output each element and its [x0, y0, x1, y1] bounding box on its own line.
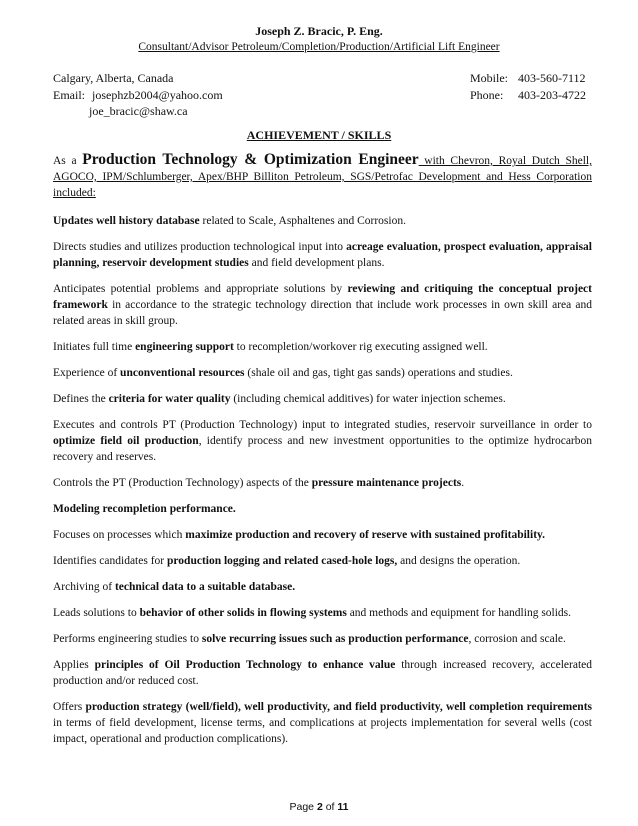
skill-text: Executes and controls PT (Production Technology) input to integrated studies, reservoir surveillance in order to — [53, 419, 592, 431]
page-number: 2 — [316, 801, 323, 813]
page-footer — [0, 801, 638, 813]
intro-prefix: As a — [53, 155, 83, 167]
skill-text: to recompletion/workover rig executing assigned well. — [233, 341, 488, 353]
skill-text: (shale oil and gas, tight gas sands) operations and studies. — [244, 367, 513, 379]
skill-paragraph — [53, 391, 592, 407]
skills-list — [53, 213, 592, 747]
footer-mid: of — [322, 801, 338, 813]
phone-number: 403-203-4722 — [518, 88, 586, 102]
skill-text: Initiates full time — [53, 341, 136, 353]
skill-paragraph — [53, 239, 592, 271]
skill-highlight: Updates well history database — [53, 215, 200, 227]
mobile-label: Mobile: — [470, 71, 508, 85]
candidate-title: Consultant/Advisor Petroleum/Completion/Production/Artificial Lift Engineer — [138, 41, 500, 53]
mobile-number: 403-560-7112 — [518, 71, 586, 85]
skill-highlight: production logging and related cased-hole logs, — [167, 555, 398, 567]
email-label: Email: — [53, 88, 85, 102]
skill-paragraph — [53, 605, 592, 621]
skill-paragraph — [53, 527, 592, 543]
contact-email-row — [53, 88, 223, 103]
skill-highlight: engineering support — [135, 341, 234, 353]
skill-highlight: pressure maintenance projects — [311, 477, 462, 489]
footer-prefix: Page — [289, 801, 317, 813]
page-total: 11 — [337, 801, 349, 813]
email-primary[interactable]: josephzb2004@yahoo.com — [92, 88, 223, 102]
skill-text: and designs the operation. — [397, 555, 521, 567]
candidate-name: Joseph Z. Bracic, P. Eng. — [255, 24, 383, 38]
skill-highlight: reviewing and critiquing the conceptual project framework — [53, 283, 592, 311]
skill-highlight: unconventional resources — [120, 367, 245, 379]
skill-text: and methods and equipment for handling solids. — [346, 607, 572, 619]
skill-text: , identify process and new investment opportunities to the optimize hydrocarbon recovery and reserves. — [53, 435, 593, 463]
skill-paragraph — [53, 553, 592, 569]
email-secondary[interactable]: joe_bracic@shaw.ca — [89, 104, 188, 118]
skill-highlight: maximize production and recovery of reserve with sustained profitability. — [185, 529, 546, 541]
skill-highlight: technical data to a suitable database. — [114, 581, 296, 593]
skill-text: related to Scale, Asphaltenes and Corrosion. — [199, 215, 406, 227]
skill-text: Directs studies and utilizes production technological input into — [53, 241, 347, 253]
skill-text: and field development plans. — [248, 257, 385, 269]
skill-text: Focuses on processes which — [53, 529, 186, 541]
skill-paragraph — [53, 699, 592, 747]
skill-highlight: solve recurring issues such as production performance — [201, 633, 469, 645]
section-title: ACHIEVEMENT / SKILLS — [246, 128, 392, 142]
skill-text: Offers — [53, 701, 86, 713]
skill-highlight: principles of Oil Production Technology to enhance value — [94, 659, 396, 671]
skill-paragraph — [53, 657, 592, 689]
skill-text: Identifies candidates for — [53, 555, 167, 567]
skill-text: Controls the PT (Production Technology) aspects of the — [53, 477, 312, 489]
skill-highlight: optimize field oil production — [53, 435, 199, 447]
skill-highlight: behavior of other solids in flowing systems — [139, 607, 347, 619]
phone-label: Phone: — [470, 88, 504, 102]
skill-text: Experience of — [53, 367, 121, 379]
skill-text: through increased recovery, accelerated production and/or reduced cost. — [53, 659, 592, 687]
intro-role: Production Technology & Optimization Engineer — [82, 151, 419, 168]
skill-highlight: acreage evaluation, prospect evaluation, appraisal planning, reservoir development studies — [53, 241, 592, 269]
skill-highlight: criteria for water quality — [108, 393, 231, 405]
contact-city: Calgary, Alberta, Canada — [53, 71, 174, 85]
skill-paragraph — [53, 281, 592, 329]
skill-paragraph — [53, 339, 592, 355]
skill-text: , corrosion and scale. — [468, 633, 566, 645]
skill-text: in accordance to the strategic technology direction that include work processes in own skill area and related areas in skill group. — [53, 299, 592, 327]
skill-text: Archiving of — [53, 581, 115, 593]
skill-paragraph — [53, 365, 592, 381]
skill-text: Applies — [53, 659, 95, 671]
skill-paragraph — [53, 417, 592, 465]
skill-paragraph — [53, 213, 592, 229]
skill-paragraph — [53, 579, 592, 595]
skill-highlight: Modeling recompletion performance. — [53, 503, 236, 515]
intro-paragraph — [53, 152, 592, 201]
skill-paragraph — [53, 475, 592, 491]
skill-text: Leads solutions to — [53, 607, 140, 619]
skill-text: in terms of field development, license terms, and complications at projects implementation for several wells (cost impact, operational and production complications). — [53, 717, 592, 745]
intro-rest: with Chevron, Royal Dutch Shell, AGOCO, IPM/Schlumberger, Apex/BHP Billiton Petroleum, SGS/Petrofac Development and Hess Corporation included: — [53, 155, 592, 199]
skill-highlight: production strategy (well/field), well productivity, and field productivity, well completion requirements — [85, 701, 593, 713]
skill-paragraph — [53, 631, 592, 647]
skill-paragraph — [53, 501, 592, 517]
skill-text: . — [461, 477, 465, 489]
skill-text: Performs engineering studies to — [53, 633, 202, 645]
skill-text: Defines the — [53, 393, 109, 405]
skills-content — [53, 152, 592, 757]
skill-text: Anticipates potential problems and appropriate solutions by — [53, 283, 348, 295]
skill-text: (including chemical additives) for water injection schemes. — [230, 393, 506, 405]
